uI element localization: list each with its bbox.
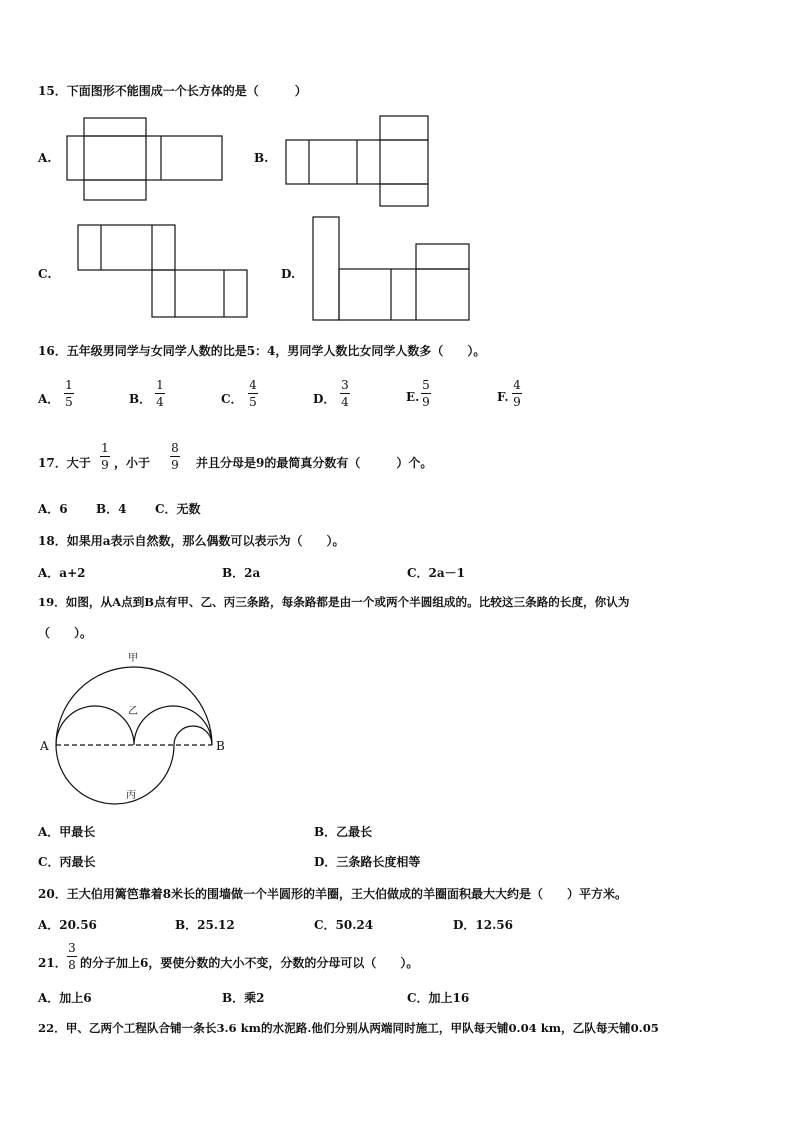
point-a-label: A: [40, 739, 49, 753]
q18-option-b: B．2a: [222, 566, 261, 580]
fraction-denominator: 9: [422, 395, 430, 409]
fraction-denominator: 5: [65, 395, 73, 409]
path-bing-label: 丙: [126, 790, 136, 801]
q15-option-a-label: A.: [38, 151, 52, 165]
q15-option-b-label: B.: [254, 151, 269, 165]
fraction-numerator: 1: [65, 378, 73, 392]
q19-option-d: D．三条路长度相等: [314, 855, 421, 869]
path-yi-label: 乙: [128, 706, 138, 717]
q19-option-c: C．丙最长: [38, 855, 96, 869]
fraction-denominator: 4: [341, 395, 349, 409]
q16-option-label: C．: [221, 392, 243, 406]
fraction-numerator: 1: [101, 441, 109, 455]
fraction-numerator: 8: [171, 441, 179, 455]
q16-option-b-fraction: [155, 378, 165, 409]
q17-option-b: B．4: [96, 502, 127, 516]
q17-prefix: 17．大于: [38, 456, 91, 470]
q21-option-a: A．加上6: [38, 991, 92, 1005]
fraction-denominator: 9: [101, 458, 109, 472]
fraction-denominator: 9: [513, 395, 521, 409]
q16-stem: 16．五年级男同学与女同学人数的比是5：4，男同学人数比女同学人数多（ ）。: [38, 344, 486, 358]
q16-option-label: A．: [38, 392, 60, 406]
fraction-numerator: 3: [341, 378, 349, 392]
q16-option-label: D．: [313, 392, 336, 406]
q19-stem-line2: （ ）。: [38, 626, 93, 640]
q18-stem: 18．如果用a表示自然数，那么偶数可以表示为（ ）。: [38, 534, 345, 548]
q18-option-a: A．a+2: [38, 566, 86, 580]
q16-option-d-fraction: [340, 378, 350, 409]
q21-fraction: [67, 941, 77, 972]
fraction-numerator: 4: [249, 378, 257, 392]
q20-option-d: D．12.56: [453, 918, 513, 932]
path-jia-label: 甲: [128, 653, 138, 664]
q17-option-a: A．6: [38, 502, 68, 516]
q21-stem: 的分子加上6，要使分数的大小不变，分数的分母可以（ ）。: [80, 956, 419, 970]
point-b-label: B: [216, 739, 225, 753]
q21-prefix: 21．: [38, 956, 67, 970]
q18-option-c: C．2a－1: [407, 566, 466, 580]
fraction-numerator: 1: [156, 378, 164, 392]
fraction-denominator: 9: [171, 458, 179, 472]
fraction-denominator: 5: [249, 395, 257, 409]
q21-option-b: B．乘2: [222, 991, 265, 1005]
q22-stem: 22．甲、乙两个工程队合铺一条长3.6 km的水泥路.他们分别从两端同时施工，甲队每天铺0.04 km，乙队每天铺0.05: [38, 1021, 659, 1035]
q16-option-label: F.: [497, 390, 509, 404]
q20-option-b: B．25.12: [175, 918, 235, 932]
q19-stem-line1: 19．如图，从A点到B点有甲、乙、丙三条路，每条路都是由一个或两个半圆组成的。比较这三条路的长度，你认为: [38, 595, 630, 609]
q20-stem: 20．王大伯用篱笆靠着8米长的围墙做一个半圆形的羊圈，王大伯做成的羊圈面积最大大约是（ ）平方米。: [38, 887, 628, 901]
q16-option-e-fraction: [421, 378, 431, 409]
q15-option-d-label: D.: [281, 267, 296, 281]
fraction-numerator: 3: [68, 941, 76, 955]
fraction-numerator: 5: [422, 378, 430, 392]
q19-paths-figure: [36, 648, 246, 808]
q19-option-b: B．乙最长: [314, 825, 373, 839]
q16-option-f-fraction: [512, 378, 522, 409]
q16-option-label: E.: [406, 390, 420, 404]
q20-option-c: C．50.24: [314, 918, 374, 932]
q16-option-label: B．: [129, 392, 152, 406]
q17-fraction-upper: [170, 441, 180, 472]
q15-net-d: [307, 212, 477, 327]
fraction-denominator: 8: [68, 958, 76, 972]
q15-net-b: [280, 112, 435, 212]
fraction-denominator: 4: [156, 395, 164, 409]
q16-option-c-fraction: [248, 378, 258, 409]
q17-fraction-lower: [100, 441, 110, 472]
q17-mid: ，小于: [114, 456, 151, 470]
q15-option-c-label: C.: [38, 267, 52, 281]
q20-option-a: A．20.56: [38, 918, 97, 932]
q17-option-c: C．无数: [155, 502, 201, 516]
q19-option-a: A．甲最长: [38, 825, 96, 839]
q15-net-c: [70, 220, 255, 325]
q15-stem: 15．下面图形不能围成一个长方体的是（ ）: [38, 84, 307, 98]
q17-suffix: 并且分母是9的最简真分数有（ ）个。: [196, 456, 433, 470]
q16-option-a-fraction: [64, 378, 74, 409]
q21-option-c: C．加上16: [407, 991, 470, 1005]
q15-net-a: [60, 112, 230, 204]
fraction-numerator: 4: [513, 378, 521, 392]
